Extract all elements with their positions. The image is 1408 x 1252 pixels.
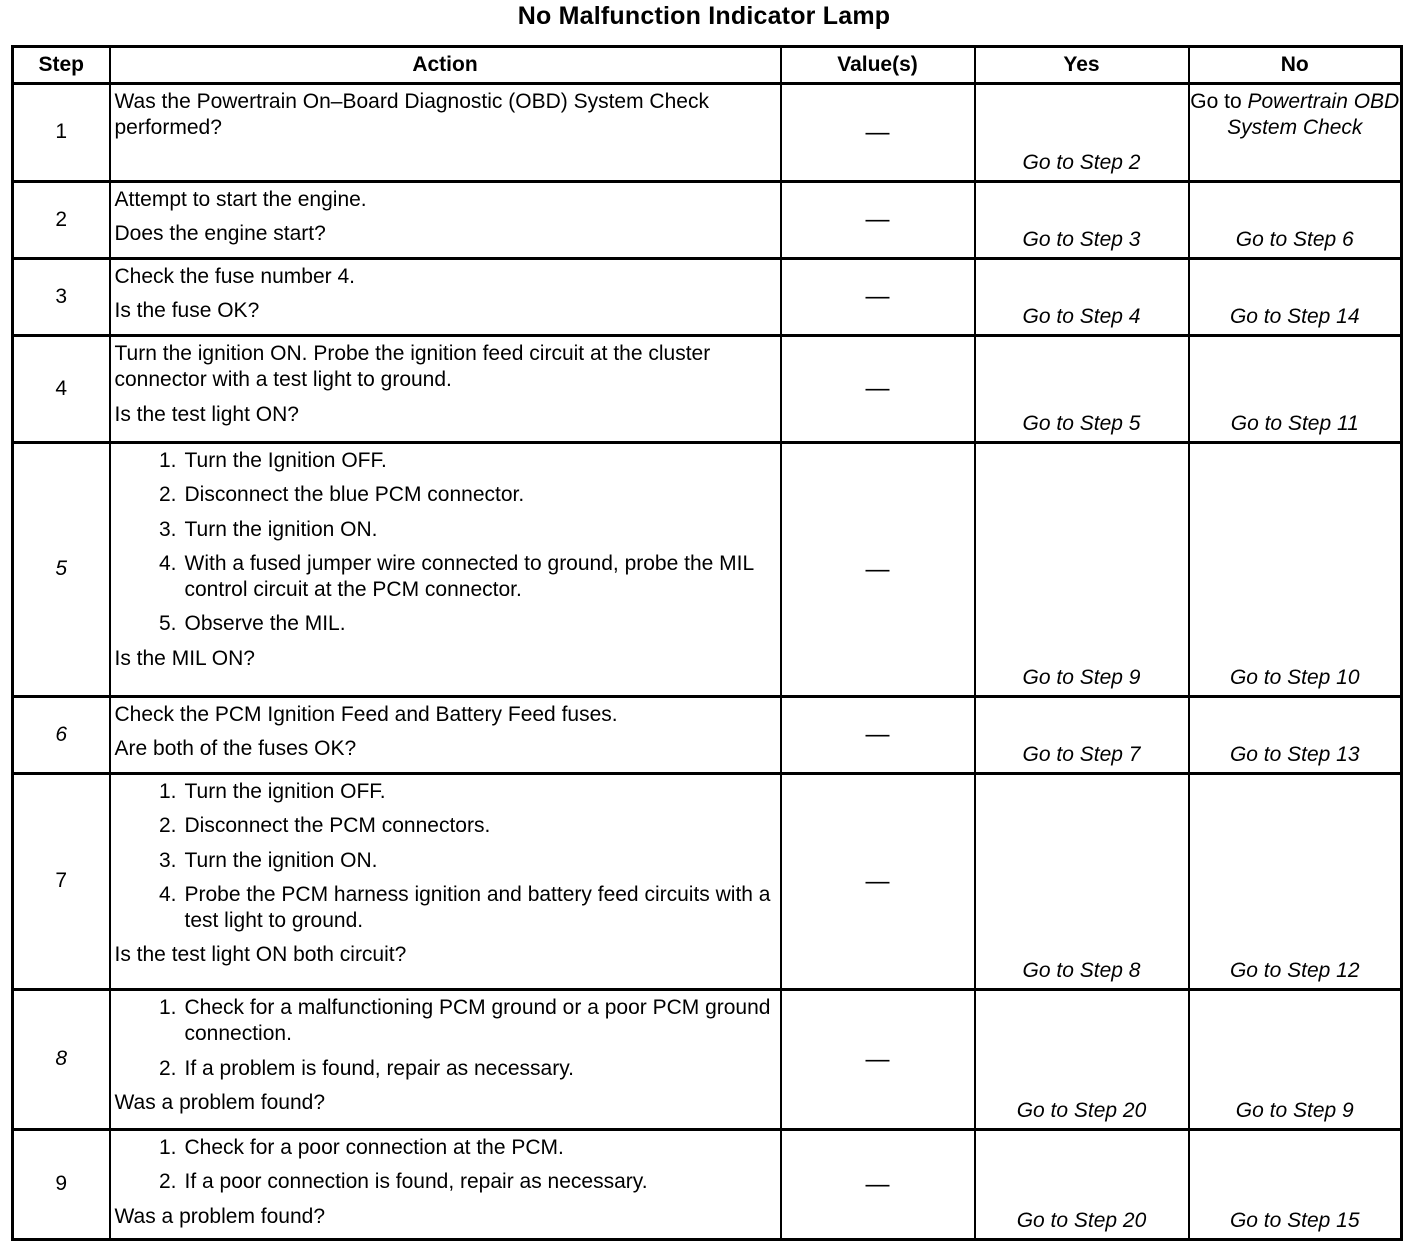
value-cell: — (781, 259, 975, 336)
value-cell: — (781, 990, 975, 1130)
no-link[interactable]: Powertrain OBD System Check (1227, 90, 1400, 140)
list-item: 2. If a poor connection is found, repair as necessary. (158, 1170, 648, 1194)
action-cell (110, 84, 781, 182)
list-item: 2. Disconnect the PCM connectors. (158, 814, 491, 838)
step-number: 6 (13, 697, 110, 774)
value-cell: — (781, 697, 975, 774)
action-list (115, 448, 776, 638)
list-item: 2. If a problem is found, repair as necessary. (158, 1056, 574, 1080)
step-number: 4 (13, 336, 110, 443)
yes-link[interactable]: Go to Step 20 (975, 1130, 1189, 1240)
no-link[interactable]: Go to Step 12 (1189, 774, 1402, 990)
action-list (115, 779, 776, 934)
yes-link[interactable]: Go to Step 4 (975, 259, 1189, 336)
table-row (13, 84, 1402, 182)
action-cell (110, 336, 781, 443)
step-number: 8 (13, 990, 110, 1130)
action-cell (110, 774, 781, 990)
table-row (13, 697, 1402, 774)
action-cell (110, 259, 781, 336)
list-item: 1. Check for a poor connection at the PCM. (158, 1136, 564, 1159)
step-number: 3 (13, 259, 110, 336)
yes-link[interactable]: Go to Step 9 (975, 443, 1189, 697)
list-item: 1. Turn the ignition OFF. (158, 780, 386, 803)
yes-link[interactable]: Go to Step 3 (975, 182, 1189, 259)
page-title: No Malfunction Indicator Lamp (517, 2, 891, 30)
value-cell: — (781, 336, 975, 443)
step-number: 9 (13, 1130, 110, 1240)
action-text: Turn the ignition ON. Probe the ignition feed circuit at the cluster connector with a test light to ground. (114, 342, 711, 392)
action-list (115, 1135, 776, 1196)
no-link[interactable]: Go to Step 9 (1189, 990, 1402, 1130)
table-header-row (13, 47, 1402, 84)
step-number: 7 (13, 774, 110, 990)
table-row (13, 990, 1402, 1130)
action-question: Was a problem found? (114, 1090, 326, 1114)
no-link[interactable]: Go to Step 6 (1189, 182, 1402, 259)
action-list (115, 995, 776, 1082)
table-row (13, 443, 1402, 697)
value-cell: — (781, 84, 975, 182)
action-cell (110, 990, 781, 1130)
action-cell (110, 443, 781, 697)
list-item: 3. Turn the ignition ON. (158, 517, 378, 541)
header-values: Value(s) (781, 47, 975, 84)
action-question: Are both of the fuses OK? (114, 737, 357, 761)
step-number: 2 (13, 182, 110, 259)
action-text: Check the fuse number 4. (114, 265, 355, 288)
no-prefix: Go to (1190, 90, 1242, 113)
no-cell (1189, 84, 1402, 182)
action-text: Check the PCM Ignition Feed and Battery Feed fuses. (114, 703, 618, 726)
no-link[interactable]: Go to Step 10 (1189, 443, 1402, 697)
action-question: Is the test light ON? (114, 402, 299, 426)
action-text: Attempt to start the engine. (114, 188, 367, 211)
yes-link[interactable]: Go to Step 2 (975, 84, 1189, 182)
step-number: 1 (13, 84, 110, 182)
action-question: Is the test light ON both circuit? (114, 943, 407, 967)
value-cell: — (781, 443, 975, 697)
list-item: 1. Check for a malfunctioning PCM ground or a poor PCM ground connection. (158, 996, 771, 1046)
no-link[interactable]: Go to Step 13 (1189, 697, 1402, 774)
list-item: 2. Disconnect the blue PCM connector. (158, 483, 525, 507)
action-cell (110, 1130, 781, 1240)
table-row (13, 774, 1402, 990)
table-row (13, 336, 1402, 443)
no-link[interactable]: Go to Step 11 (1189, 336, 1402, 443)
yes-link[interactable]: Go to Step 8 (975, 774, 1189, 990)
step-number: 5 (13, 443, 110, 697)
value-cell: — (781, 774, 975, 990)
yes-link[interactable]: Go to Step 20 (975, 990, 1189, 1130)
value-cell: — (781, 182, 975, 259)
action-question: Is the MIL ON? (114, 646, 255, 670)
diagnostic-table (11, 45, 1403, 1241)
header-step: Step (13, 47, 110, 84)
action-question: Is the fuse OK? (114, 299, 260, 323)
action-question: Does the engine start? (114, 222, 326, 246)
action-cell (110, 697, 781, 774)
no-link[interactable]: Go to Step 15 (1189, 1130, 1402, 1240)
list-item: 5. Observe the MIL. (158, 612, 346, 636)
yes-link[interactable]: Go to Step 5 (975, 336, 1189, 443)
table-row (13, 1130, 1402, 1240)
list-item: 4. With a fused jumper wire connected to ground, probe the MIL control circuit at the PCM connector. (158, 551, 754, 601)
list-item: 3. Turn the ignition ON. (158, 848, 378, 872)
header-no: No (1189, 47, 1402, 84)
yes-link[interactable]: Go to Step 7 (975, 697, 1189, 774)
list-item: 1. Turn the Ignition OFF. (158, 449, 387, 472)
action-question: Was a problem found? (114, 1204, 326, 1228)
list-item: 4. Probe the PCM harness ignition and battery feed circuits with a test light to ground. (158, 882, 771, 932)
header-action: Action (110, 47, 781, 84)
table-row (13, 182, 1402, 259)
no-link[interactable]: Go to Step 14 (1189, 259, 1402, 336)
header-yes: Yes (975, 47, 1189, 84)
value-cell: — (781, 1130, 975, 1240)
action-cell (110, 182, 781, 259)
action-text: Was the Powertrain On–Board Diagnostic (OBD) System Check performed? (114, 90, 709, 140)
table-row (13, 259, 1402, 336)
